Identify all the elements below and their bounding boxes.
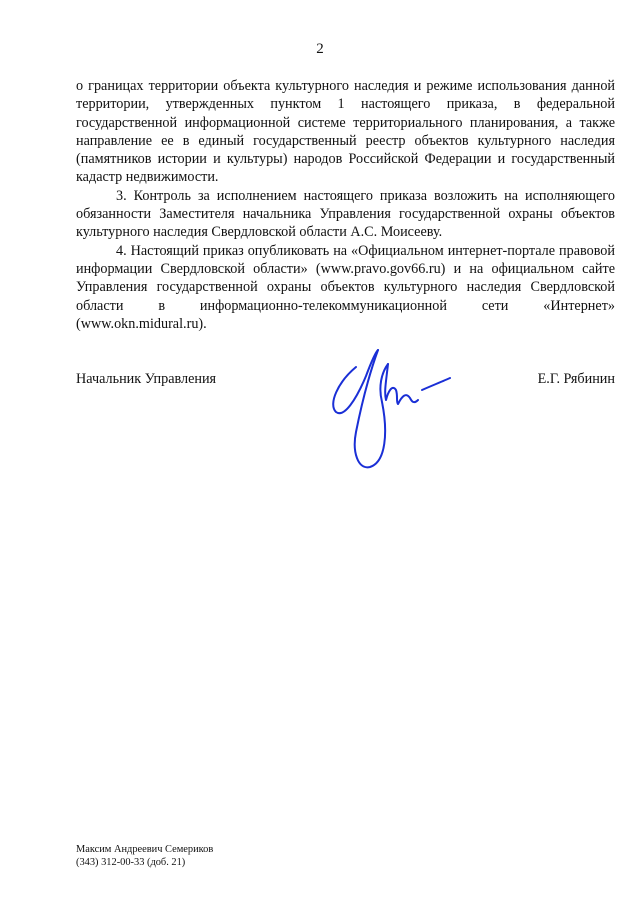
paragraph-3: 3. Контроль за исполнением настоящего приказа возложить на исполняющего обязанности Заместителя начальника Управления государственной охраны объектов культурного наследия Свердловской области А.С. Моисееву. — [76, 187, 615, 241]
signatory-title: Начальник Управления — [76, 371, 217, 387]
executor-phone: (343) 312-00-33 (доб. 21) — [76, 857, 186, 868]
page-number: 2 — [316, 41, 324, 57]
handwritten-signature — [326, 342, 456, 477]
signatory-name: Е.Г. Рябинин — [537, 371, 615, 387]
document-body — [76, 77, 615, 333]
paragraph-continuation: о границах территории объекта культурного наследия и режиме использования данной территории, утвержденных пунктом 1 настоящего приказа, в федеральной государственной информационной системе территориального планирования, а также направление ее в единый государственный реестр объектов культурного наследия (памятников истории и культуры) народов Российской Федерации и государственный кадастр недвижимости. — [76, 78, 615, 186]
executor-info — [76, 843, 213, 869]
paragraph-4: 4. Настоящий приказ опубликовать на «Официальном интернет-портале правовой информации Свердловской области» (www.pravo.gov66.ru) и на официальном сайте Управления государственной охраны объектов культурного наследия Свердловской области в информационно-телекоммуникационной сети «Интернет» (www.okn.midural.ru). — [76, 242, 615, 332]
executor-name: Максим Андреевич Семериков — [76, 844, 214, 855]
